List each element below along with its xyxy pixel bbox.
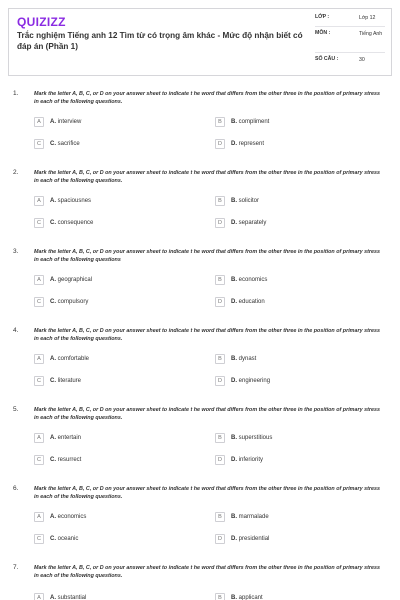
option-letter: D. bbox=[231, 220, 237, 226]
option-letter: A. bbox=[50, 277, 56, 283]
option-a-checkbox[interactable]: A bbox=[34, 117, 44, 127]
option-d-checkbox[interactable]: D bbox=[215, 297, 225, 307]
option-a-checkbox[interactable]: A bbox=[34, 512, 44, 522]
option-letter: C. bbox=[50, 536, 56, 542]
option-a-checkbox[interactable]: A bbox=[34, 275, 44, 285]
option-letter: B. bbox=[231, 514, 237, 520]
meta-count-row bbox=[315, 56, 385, 68]
option-d-checkbox[interactable]: D bbox=[215, 218, 225, 228]
option-letter: C. bbox=[50, 141, 56, 147]
question-instruction: Mark the letter A, B, C, or D on your answer sheet to indicate t he word that differs from the other three in the position of primary stress in each of the following questions. bbox=[34, 328, 380, 343]
option-text: consequence bbox=[57, 220, 94, 226]
option-letter: B. bbox=[231, 198, 237, 204]
question-instruction: Mark the letter A, B, C, or D on your answer sheet to indicate t he word that differs from the other three in the position of primary stress in each of the following questions. bbox=[34, 565, 380, 580]
option-text: entertain bbox=[57, 435, 82, 441]
option-text: comfortable bbox=[57, 356, 90, 362]
option-b-checkbox[interactable]: B bbox=[215, 117, 225, 127]
option-d-checkbox[interactable]: D bbox=[215, 534, 225, 544]
worksheet-header bbox=[8, 8, 392, 76]
option-text: inferiority bbox=[238, 457, 264, 463]
question-1 bbox=[0, 90, 400, 169]
option-letter: C. bbox=[50, 299, 56, 305]
option-text: resurrect bbox=[57, 457, 82, 463]
meta-count-value: 30 bbox=[359, 57, 365, 63]
option-text: spaciousnes bbox=[57, 198, 92, 204]
option-letter: D. bbox=[231, 299, 237, 305]
meta-count-label: SỐ CÂU : bbox=[315, 56, 339, 62]
option-text: compliment bbox=[238, 119, 270, 125]
option-letter: C. bbox=[50, 457, 56, 463]
option-letter: B. bbox=[231, 595, 237, 600]
option-a-checkbox[interactable]: A bbox=[34, 354, 44, 364]
meta-subject-row bbox=[315, 30, 385, 52]
option-text: dynast bbox=[238, 356, 257, 362]
question-instruction: Mark the letter A, B, C, or D on your answer sheet to indicate t he word that differs from the other three in the position of primary stress in each of the following questions bbox=[34, 249, 380, 264]
option-letter: D. bbox=[231, 141, 237, 147]
option-text: presidential bbox=[238, 536, 270, 542]
question-instruction: Mark the letter A, B, C, or D on your answer sheet to indicate t he word that differs from the other three in the position of primary stress in each of the following questions. bbox=[34, 170, 380, 185]
meta-class-label: LỚP : bbox=[315, 14, 330, 20]
option-letter: B. bbox=[231, 356, 237, 362]
option-letter: D. bbox=[231, 457, 237, 463]
question-number: 3. bbox=[13, 248, 19, 255]
question-2 bbox=[0, 169, 400, 248]
question-4 bbox=[0, 327, 400, 406]
question-5 bbox=[0, 406, 400, 485]
option-a-checkbox[interactable]: A bbox=[34, 593, 44, 600]
option-text: geographical bbox=[57, 277, 93, 283]
meta-class-row bbox=[315, 14, 385, 26]
option-letter: A. bbox=[50, 198, 56, 204]
option-letter: A. bbox=[50, 435, 56, 441]
option-b-checkbox[interactable]: B bbox=[215, 354, 225, 364]
meta-class-value: Lớp 12 bbox=[359, 15, 376, 21]
option-text: literature bbox=[57, 378, 82, 384]
option-letter: A. bbox=[50, 514, 56, 520]
option-letter: B. bbox=[231, 435, 237, 441]
option-b-checkbox[interactable]: B bbox=[215, 512, 225, 522]
option-text: represent bbox=[238, 141, 265, 147]
question-number: 1. bbox=[13, 90, 19, 97]
question-number: 4. bbox=[13, 327, 19, 334]
option-c-checkbox[interactable]: C bbox=[34, 139, 44, 149]
option-b-checkbox[interactable]: B bbox=[215, 433, 225, 443]
option-text: oceanic bbox=[57, 536, 79, 542]
option-letter: A. bbox=[50, 119, 56, 125]
question-instruction: Mark the letter A, B, C, or D on your answer sheet to indicate t he word that differs from the other three in the position of primary stress in each of the following questions. bbox=[34, 486, 380, 501]
option-b-checkbox[interactable]: B bbox=[215, 196, 225, 206]
meta-subject-value: Tiếng Anh bbox=[359, 31, 383, 37]
worksheet-meta bbox=[315, 14, 385, 68]
option-c-checkbox[interactable]: C bbox=[34, 534, 44, 544]
option-text: solicitor bbox=[238, 198, 260, 204]
option-d-checkbox[interactable]: D bbox=[215, 455, 225, 465]
option-b-checkbox[interactable]: B bbox=[215, 593, 225, 600]
question-number: 7. bbox=[13, 564, 19, 571]
question-number: 2. bbox=[13, 169, 19, 176]
question-instruction: Mark the letter A, B, C, or D on your answer sheet to indicate t he word that differs from the other three in the position of primary stress in each of the following questions. bbox=[34, 91, 380, 106]
option-letter: C. bbox=[50, 220, 56, 226]
option-text: applicant bbox=[238, 595, 263, 600]
question-3 bbox=[0, 248, 400, 327]
option-text: economics bbox=[238, 277, 268, 283]
option-d-checkbox[interactable]: D bbox=[215, 376, 225, 386]
option-letter: C. bbox=[50, 378, 56, 384]
option-c-checkbox[interactable]: C bbox=[34, 297, 44, 307]
option-text: economics bbox=[57, 514, 87, 520]
question-number: 6. bbox=[13, 485, 19, 492]
option-letter: A. bbox=[50, 356, 56, 362]
question-6 bbox=[0, 485, 400, 564]
question-instruction: Mark the letter A, B, C, or D on your answer sheet to indicate t he word that differs from the other three in the position of primary stress in each of the following questions. bbox=[34, 407, 380, 422]
question-number: 5. bbox=[13, 406, 19, 413]
option-a-checkbox[interactable]: A bbox=[34, 196, 44, 206]
option-text: interview bbox=[57, 119, 82, 125]
option-letter: D. bbox=[231, 378, 237, 384]
option-text: education bbox=[238, 299, 265, 305]
option-letter: B. bbox=[231, 119, 237, 125]
option-text: superstitious bbox=[238, 435, 273, 441]
option-text: separately bbox=[238, 220, 267, 226]
quizizz-logo: QUIZIZZ bbox=[17, 15, 66, 29]
option-letter: B. bbox=[231, 277, 237, 283]
option-a-checkbox[interactable]: A bbox=[34, 433, 44, 443]
meta-subject-label: MÔN : bbox=[315, 30, 331, 36]
option-text: substantial bbox=[57, 595, 87, 600]
option-c-checkbox[interactable]: C bbox=[34, 218, 44, 228]
option-c-checkbox[interactable]: C bbox=[34, 376, 44, 386]
option-b-checkbox[interactable]: B bbox=[215, 275, 225, 285]
option-d-checkbox[interactable]: D bbox=[215, 139, 225, 149]
meta-divider bbox=[315, 26, 385, 27]
question-7 bbox=[0, 564, 400, 600]
option-text: engineering bbox=[238, 378, 271, 384]
meta-divider bbox=[315, 52, 385, 53]
option-text: marmalade bbox=[238, 514, 269, 520]
worksheet-title: Trắc nghiệm Tiếng anh 12 Tìm từ có trọng âm khác - Mức độ nhận biết có đáp án (Phần 1) bbox=[17, 31, 303, 51]
option-c-checkbox[interactable]: C bbox=[34, 455, 44, 465]
option-letter: D. bbox=[231, 536, 237, 542]
option-text: sacrifice bbox=[57, 141, 80, 147]
option-text: compulsory bbox=[57, 299, 89, 305]
option-letter: A. bbox=[50, 595, 56, 600]
